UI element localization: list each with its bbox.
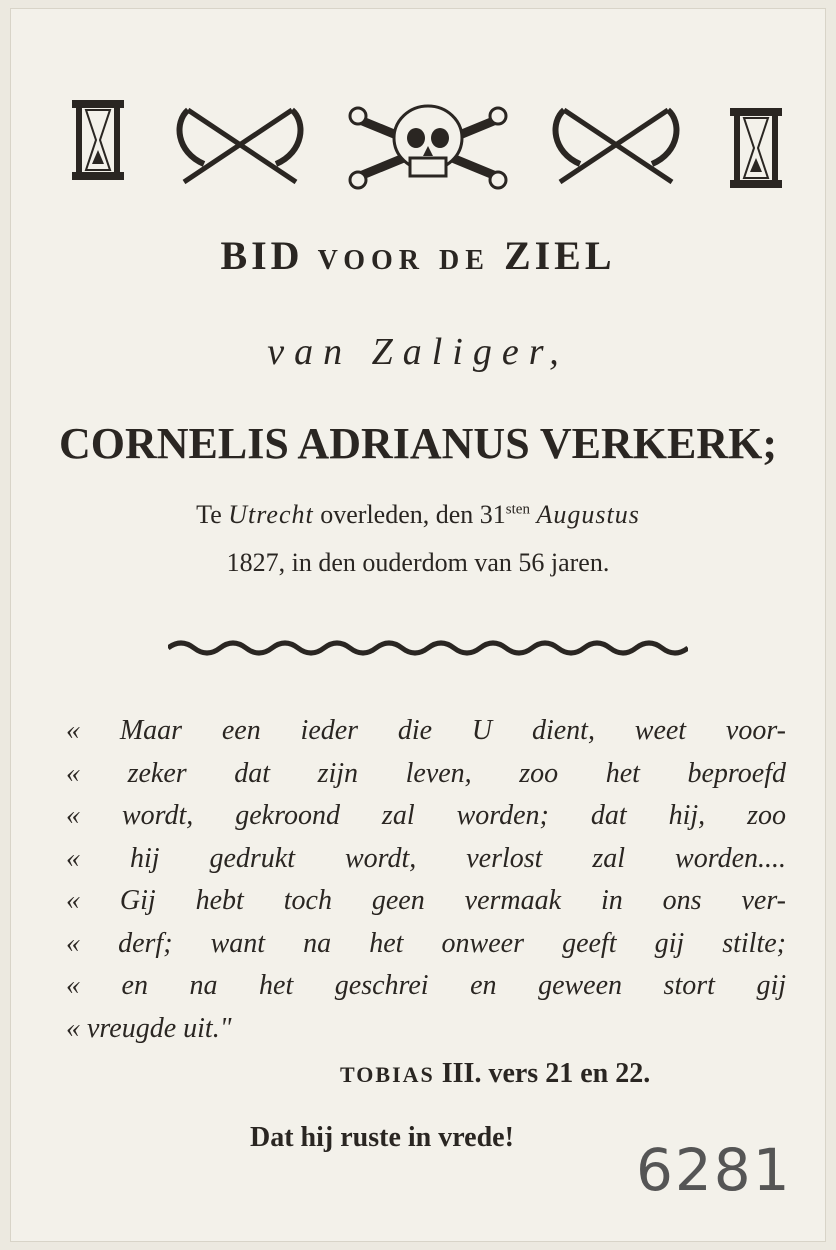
- quote-line: « zeker dat zijn leven, zoo het beproefd: [66, 757, 786, 789]
- quote-line: « en na het geschrei en geween stort gij: [66, 970, 786, 1001]
- info-city: Utrecht: [228, 500, 314, 529]
- hourglass-icon: [728, 106, 784, 190]
- heading-word-voor: VOOR: [317, 245, 426, 276]
- death-info-line-2: 1827, in den ouderdom van 56 jaren.: [226, 548, 610, 577]
- scripture-quote: [66, 710, 786, 1050]
- scripture-reference: [340, 1058, 650, 1090]
- info-month: Augustus: [536, 500, 640, 529]
- prayer-heading: [0, 232, 836, 279]
- heading-word-de: DE: [439, 245, 490, 276]
- deceased-name: CORNELIS ADRIANUS VERKERK;: [59, 419, 777, 468]
- quote-line: « derf; want na het onweer geeft gij stilte;: [66, 927, 786, 959]
- crossed-scythes-icon: [174, 102, 306, 186]
- wavy-divider: [168, 636, 688, 660]
- quote-line: « Maar een ieder die U dient, weet voor-: [66, 715, 786, 746]
- quote-line: « wordt, gekroond zal worden; dat hij, zoo: [66, 800, 786, 831]
- info-overleden: overleden, den 31: [320, 500, 506, 529]
- reference-verse: III. vers 21 en 22.: [441, 1058, 651, 1089]
- inventory-number: 6281: [636, 1136, 792, 1204]
- heading-word-ziel: ZIEL: [503, 233, 616, 278]
- memorial-card: [10, 8, 826, 1242]
- quote-line: « hij gedrukt wordt, verlost zal worden....: [66, 842, 786, 874]
- reference-book: TOBIAS: [340, 1062, 435, 1087]
- quote-line: « Gij hebt toch geen vermaak in ons ver-: [66, 885, 786, 916]
- info-te: Te: [196, 500, 222, 529]
- death-info-line-1: [0, 500, 836, 530]
- crossed-scythes-icon: [550, 102, 682, 186]
- skull-and-crossbones-icon: [346, 100, 510, 192]
- hourglass-icon: [70, 98, 126, 182]
- closing-prayer: Dat hij ruste in vrede!: [250, 1122, 514, 1153]
- emblem-row: [0, 92, 836, 192]
- quote-line: « vreugde uit.": [66, 1012, 232, 1044]
- subtitle: van Zaliger,: [267, 331, 569, 373]
- info-superscript: sten: [505, 501, 530, 518]
- heading-word-bid: BID: [220, 233, 304, 278]
